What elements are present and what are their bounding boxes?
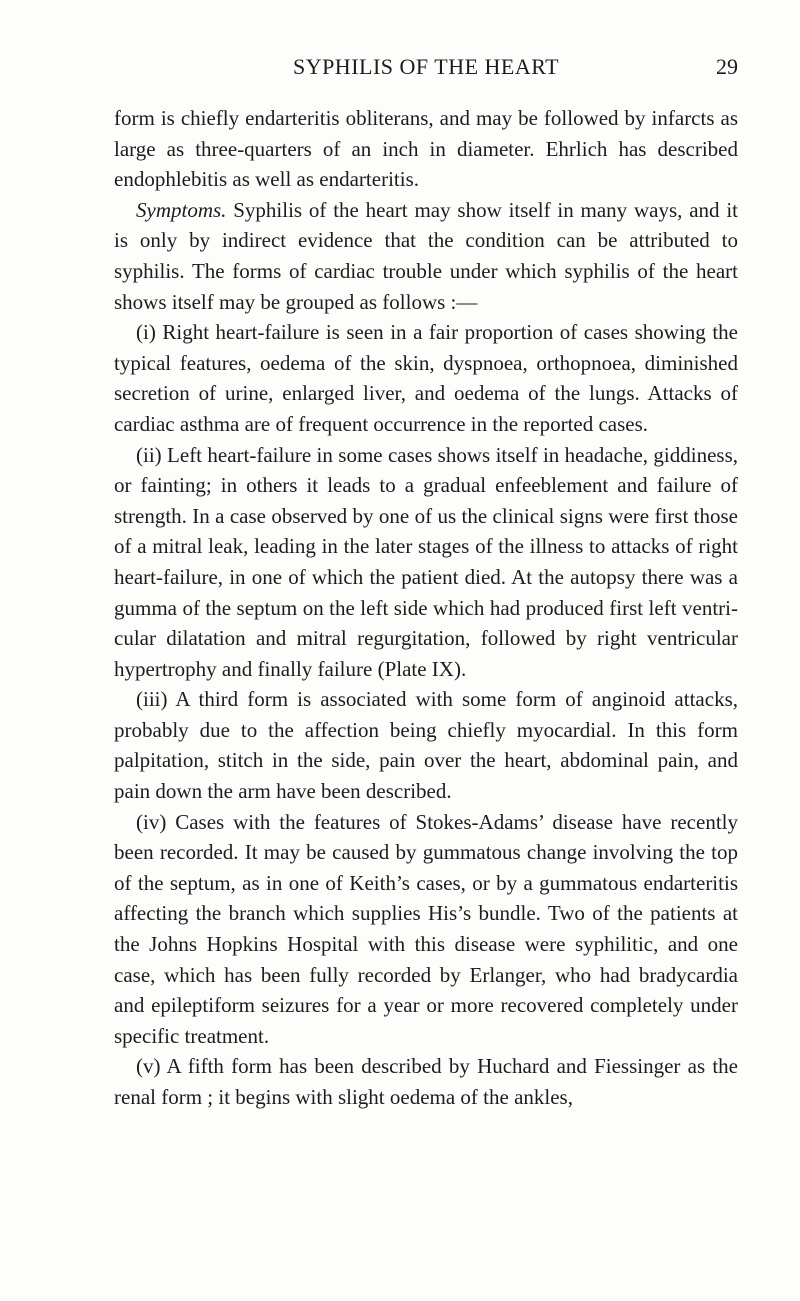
body-text bbox=[114, 103, 738, 1113]
paragraph-right-heart-failure: (i) Right heart-failure is seen in a fair proportion of cases showing the typical features, oedema of the skin, dyspnoea, orthopnoea, diminished secretion of urine, enlarged liver, and oedema of the lungs. Attacks of cardiac asthma are of frequent occurrence in the reported cases. bbox=[114, 320, 738, 436]
paragraph-stokes-adams: (iv) Cases with the features of Stokes-Adams’ disease have recently been recorded. It may be caused by gummatous change involving the top of the septum, as in one of Keith’s cases, or by a gummatous endarteritis affecting the branch which supplies His’s bundle. Two of the patients at the Johns Hopkins Hospital with this disease were syphilitic, and one case, which has been fully recorded by Erlanger, who had bradycardia and epileptiform seizures for a year or more recovered completely under specific treatment. bbox=[114, 809, 738, 1048]
symptoms-text: Syphilis of the heart may show itself in many ways, and it is only by indirect evidence that the condition can be attributed to syphilis. The forms of cardiac trouble under which syphilis of the heart shows itself may be grouped as follows :— bbox=[114, 197, 738, 314]
paragraph-continuation: form is chiefly endarteritis obliterans, and may be followed by infarcts as large as three-quarters of an inch in diameter. Ehrlich has described endophlebitis as well as endarteritis. bbox=[114, 106, 738, 192]
running-head bbox=[114, 52, 738, 82]
page-number: 29 bbox=[716, 54, 738, 79]
running-title: SYPHILIS OF THE HEART bbox=[292, 54, 560, 79]
paragraph-renal-form: (v) A fifth form has been described by Huchard and Fiessinger as the renal form ; it begins with slight oedema of the ankles, bbox=[114, 1054, 738, 1109]
symptoms-heading: Symptoms. bbox=[136, 197, 227, 222]
paragraph-left-heart-failure: (ii) Left heart-failure in some cases shows itself in headache, giddiness, or fainting; in others it leads to a gradual enfeeblement and failure of strength. In a case observed by one of us the clinical signs were first those of a mitral leak, leading in the later stages of the illness to attacks of right heart-failure, in one of which the patient died. At the autopsy there was a gumma of the septum on the left side which had produced first left ventri- cular dilatation and mitral regurgitation, followed by right ventricular hypertrophy and finally failure (Plate IX). bbox=[114, 442, 738, 681]
paragraph-anginoid-form: (iii) A third form is associated with some form of anginoid attacks, probably due to the affection being chiefly myocardial. In this form palpitation, stitch in the side, pain over the heart, abdominal pain, and pain down the arm have been described. bbox=[114, 687, 738, 804]
paragraph-symptoms bbox=[114, 195, 738, 317]
